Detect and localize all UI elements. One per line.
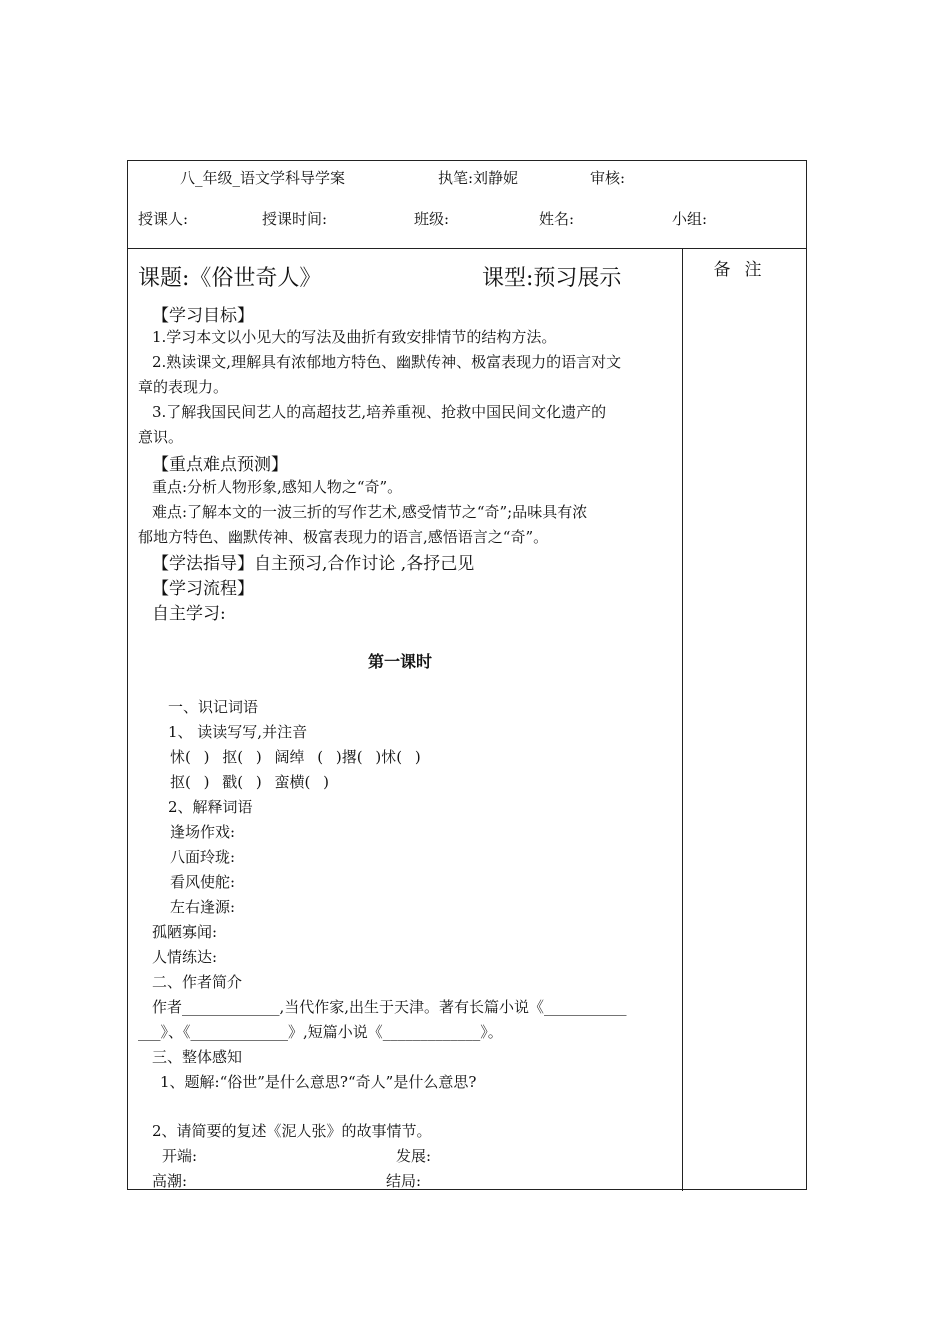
grade-subject-label: 八_年级_语文学科导学案 [180, 169, 346, 187]
question-4: 2、请简要的复述《泥人张》的故事情节。 [152, 1122, 432, 1140]
word-2: 八面玲珑: [170, 848, 236, 866]
group-label: 小组: [672, 210, 708, 228]
author-intro-continued: ___》、《_____________》,短篇小说《_____________》。 [138, 1023, 503, 1041]
key-difficulty-heading: 【重点难点预测】 [152, 455, 288, 475]
question-2: 2、解释词语 [168, 798, 253, 816]
plot-opening: 开端: [162, 1147, 198, 1165]
class-label: 班级: [414, 210, 450, 228]
difficulty-point-continued: 郁地方特色、幽默传神、极富表现力的语言,感悟语言之“奇”。 [138, 528, 549, 546]
student-name-label: 姓名: [539, 210, 575, 228]
goal-3: 3.了解我国民间艺人的高超技艺,培养重视、抢救中国民间文化遗产的 [152, 403, 607, 421]
plot-development: 发展: [396, 1147, 432, 1165]
part-1-heading: 一、识记词语 [168, 698, 259, 716]
goal-2-continued: 章的表现力。 [138, 378, 229, 396]
key-point: 重点:分析人物形象,感知人物之“奇”。 [152, 478, 403, 496]
question-3: 1、题解:“俗世”是什么意思?“奇人”是什么意思? [160, 1073, 477, 1091]
pinyin-row-1: 怵( ) 抠( ) 阔绰 ( )撂( )怵( ) [170, 748, 421, 766]
part-2-heading: 二、作者简介 [152, 973, 243, 991]
word-3: 看风使舵: [170, 873, 236, 891]
method-guide: 【学法指导】自主预习,合作讨论 ,各抒己见 [152, 554, 475, 574]
goals-heading: 【学习目标】 [152, 306, 254, 326]
notes-title: 备注 [713, 260, 776, 280]
lesson-title: 课题:《俗世奇人》 [138, 266, 322, 291]
word-5: 孤陋寡闻: [152, 923, 218, 941]
main-content [128, 249, 682, 1191]
pinyin-row-2: 抠( ) 戳( ) 蛮横( ) [170, 773, 329, 791]
plot-ending: 结局: [386, 1172, 422, 1190]
word-4: 左右逢源: [170, 898, 236, 916]
study-plan-table [127, 160, 807, 1190]
author-intro: 作者_____________,当代作家,出生于天津。著有长篇小说《___________ [152, 998, 627, 1016]
header-row [128, 161, 806, 249]
goal-2: 2.熟读课文,理解具有浓郁地方特色、幽默传神、极富表现力的语言对文 [152, 353, 622, 371]
word-6: 人情练达: [152, 948, 218, 966]
writer-label: 执笔:刘静妮 [438, 169, 519, 187]
lesson-type: 课型:预习展示 [482, 266, 622, 291]
process-heading: 【学习流程】 [152, 579, 254, 599]
goal-1: 1.学习本文以小见大的写法及曲折有致安排情节的结构方法。 [152, 328, 557, 346]
notes-column [682, 249, 806, 1191]
plot-climax: 高潮: [152, 1172, 188, 1190]
goal-3-continued: 意识。 [138, 428, 184, 446]
class-time-label: 授课时间: [262, 210, 328, 228]
reviewer-label: 审核: [590, 169, 626, 187]
part-3-heading: 三、整体感知 [152, 1048, 243, 1066]
teacher-label: 授课人: [138, 210, 189, 228]
word-1: 逢场作戏: [170, 823, 236, 841]
question-1: 1、 读读写写,并注音 [168, 723, 308, 741]
lesson-one-heading: 第一课时 [368, 652, 433, 671]
difficulty-point: 难点:了解本文的一波三折的写作艺术,感受情节之“奇”;品味具有浓 [152, 503, 588, 521]
self-study-label: 自主学习: [152, 604, 226, 624]
